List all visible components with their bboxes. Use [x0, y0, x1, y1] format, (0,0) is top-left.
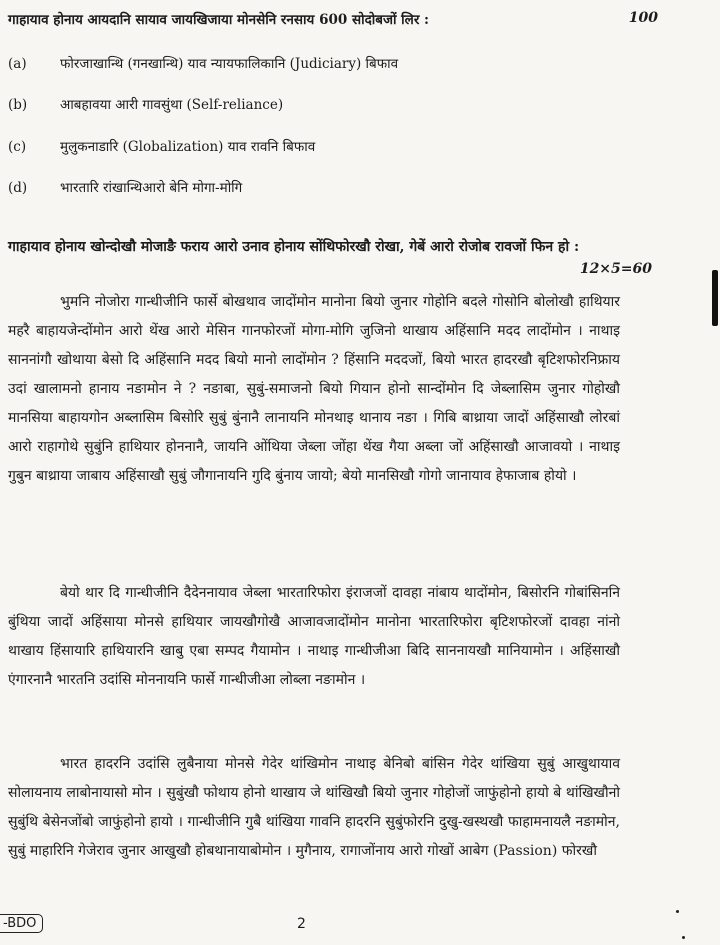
passage-paragraph-1: भुमनि नोजोरा गान्धीजीनि फार्से बोखथाव जादोंमोन मानोना बियो जुनार गोहोनि बदले गोसोनि बोलोखौ हाथियार महरै बाहायजेन्दोंमोन आरो थेंख आरो मेसिन गानफोरजों मोगा-मोगि जुजिनो थाखाय अहिंसानि मदद लादोंमोन । नाथाइ साननांगौ खोथाया बेसो दि अहिंसानि मदद बियो मानो लादोंमोन ? हिंसानि मददजों, बियो भारत हादरखौ बृटिशफोरनिफ्राय उदां खालामनो हानाय नङामोन ने ? नङाबा, सुबुं-समाजनो बियो गियान होनो सान्दोंमोन दि जेब्लासिम जुनार गोहोखौ मानसिया बाहायगोन अब्लासिम बिसोरि सुबुं बुंनानै लानायनि मोनथाइ थानाय नङा । गिबि बाथ्राया जादों अहिंसाखौ लोरबां आरो राहागोथे सुबुंनि हाथियार होननानै, जायनि ओंथिया जेब्ला जोंहा थेंख गैया अब्ला जों अहिंसाखौ आजावयो । नाथाइ गुबुन बाथ्राया जाबाय अहिंसाखौ सुबुं जौगानायनि गुदि बुंनाय जायो; बेयो मानसिखौ गोगो जानायाव हेफाजाब होयो । — [8, 294, 620, 484]
question2-marks: 12×5=60 — [579, 261, 652, 277]
question1-heading: गाहायाव होनाय आयदानि सायाव जायखिजाया मोनसेनि रनसाय 600 सोदोबजों लिर : — [8, 12, 430, 28]
option-text: मुलुकनाडारि (Globalization) याव रावनि बिफाव — [60, 139, 316, 155]
passage-paragraph-3: भारत हादरनि उदांसि लुबैनाया मोनसे गेदेर थांखिमोन नाथाइ बेनिबो बांसिन गेदेर थांखिया सुबुं आखुथायाव सोलायनाय लाबोनायासो मोन । सुबुंखौ फोथाय होनो थाखाय जे थांखिखौ बियो जुनार गोहोजों जाफुंहोनो हायो बे थांखिखौनो सुबुंथि बेसेनजोंबो जाफुंहोनो हायो । गान्धीजीनि गुबै थांखिया गावनि हादरनि सुबुंफोरनि दुखु-खस्थखौ फाहामनायलै नङामोन, सुबुं माहारिनि गेजेराव जुनार आखुखौ होबथानायाबोमोन । मुगैनाय, रागाजोंनाय आरो गोखों आबेग (Passion) फोरखौ — [8, 756, 620, 859]
option-label: (a) — [8, 56, 27, 72]
option-d — [8, 178, 242, 196]
scan-speck — [676, 910, 679, 913]
option-label: (c) — [8, 139, 27, 155]
question2-heading: गाहायाव होनाय खोन्दोखौ मोजाङै फराय आरो उनाव होनाय सोंथिफोरखौ रोखा, गेबें आरो रोजोब रावजों फिन हो : — [8, 239, 580, 255]
option-text: फोरजाखान्थि (गनखान्थि) याव न्यायफालिकानि (Judiciary) बिफाव — [60, 56, 399, 72]
scan-speck — [682, 936, 685, 939]
option-text: भारतारि रांखान्थिआरो बेनि मोगा-मोगि — [60, 180, 243, 196]
option-c — [8, 137, 315, 155]
paper-code-box: -BDO — [0, 914, 43, 933]
page-number: 2 — [297, 916, 306, 932]
scan-margin-mark — [712, 270, 718, 326]
passage-paragraph-2: बेयो थार दि गान्धीजीनि दैदेननायाव जेब्ला भारतारिफोरा इंराजजों दावहा नांबाय थादोंमोन, बिसोरनि गोबांसिननि बुंथिया जादों अहिंसाया मोनसे हाथियार जायखौगोखै आजावजादोंमोन मानोना भारतारिफोरा बृटिशफोरजों दावहा नांनो थाखाय हिंसायारि हाथियारनि खाबु एबा सम्पद गैयामोन । नाथाइ गान्धीजीआ बिदि साननायखौ मानियामोन । अहिंसाखौ एंगारनानै भारतनि उदांसि मोननायनि फार्से गान्धीजीआ लोब्ला नङामोन । — [8, 585, 620, 688]
option-label: (b) — [8, 97, 28, 113]
question1-marks: 100 — [628, 10, 658, 26]
option-label: (d) — [8, 180, 28, 196]
option-text: आबहावया आरी गावसुंथा (Self-reliance) — [60, 97, 284, 113]
option-b — [8, 95, 283, 113]
option-a — [8, 54, 398, 72]
